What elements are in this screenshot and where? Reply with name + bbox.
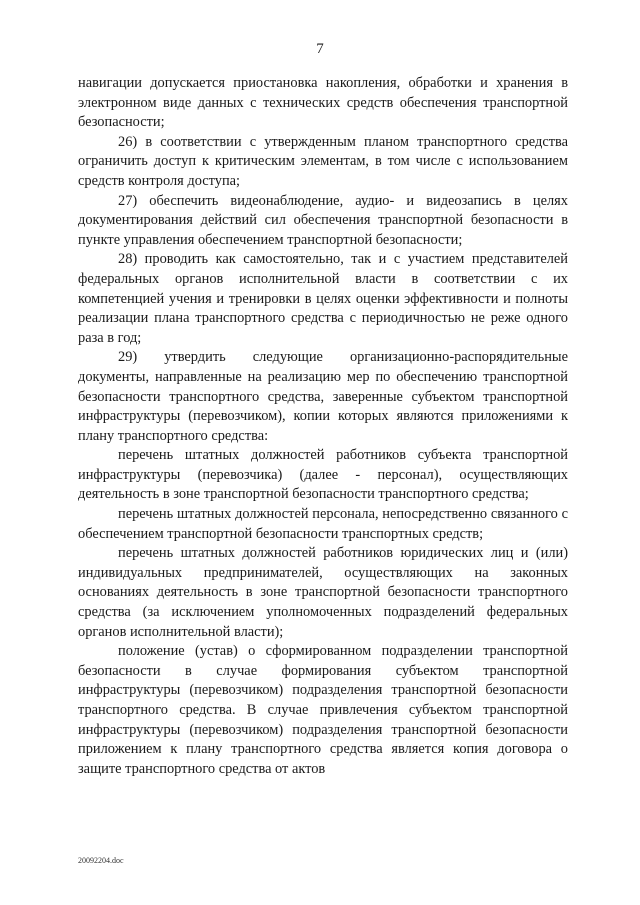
paragraph-item-28: 28) проводить как самостоятельно, так и с участием представителей федеральных органов исполнительной власти в соответствии с их компетенцией учения и тренировки в целях оценки эффективности и полноты реализации плана транспортного средства с периодичностью не реже одного раза в год; [78, 251, 568, 346]
paragraph-continuation: навигации допускается приостановка накопления, обработки и хранения в электронном виде данных с технических средств обеспечения транспортной безопасности; [78, 75, 568, 131]
paragraph-list-contractors: перечень штатных должностей работников юридических лиц и (или) индивидуальных предпринимателей, осуществляющих на законных основаниях деятельность в зоне транспортной безопасности транспортного средства (за исключением уполномоченных подразделений федеральных органов исполнительной власти); [78, 545, 568, 640]
paragraph-item-26: 26) в соответствии с утвержденным планом транспортного средства ограничить доступ к критическим элементам, в том числе с использованием средств контроля доступа; [78, 133, 568, 189]
paragraph-item-27: 27) обеспечить видеонаблюдение, аудио- и видеозапись в целях документирования действий сил обеспечения транспортной безопасности в пункте управления обеспечением транспортной безопасности; [78, 192, 568, 248]
footer-filename: 20092204.doc [78, 856, 124, 865]
document-body [78, 74, 568, 779]
page-number: 7 [316, 41, 324, 57]
paragraph-regulation: положение (устав) о сформированном подразделении транспортной безопасности в случае формирования субъектом транспортной инфраструктуры (перевозчиком) подразделения транспортной безопасности транспортного средства. В случае привлечения субъектом транспортной инфраструктуры (перевозчиком) подразделения транспортной безопасности приложением к плану транспортного средства является копия договора о защите транспортного средства от актов [78, 643, 568, 777]
paragraph-list-personnel: перечень штатных должностей работников субъекта транспортной инфраструктуры (перевозчика) (далее - персонал), осуществляющих деятельность в зоне транспортной безопасности транспортного средства; [78, 447, 568, 503]
paragraph-item-29: 29) утвердить следующие организационно-распорядительные документы, направленные на реализацию мер по обеспечению транспортной безопасности транспортного средства, заверенные субъектом транспортной инфраструктуры (перевозчиком), копии которых являются приложениями к плану транспортного средства: [78, 349, 568, 444]
paragraph-list-security-staff: перечень штатных должностей персонала, непосредственно связанного с обеспечением транспортной безопасности транспортных средств; [78, 506, 568, 542]
